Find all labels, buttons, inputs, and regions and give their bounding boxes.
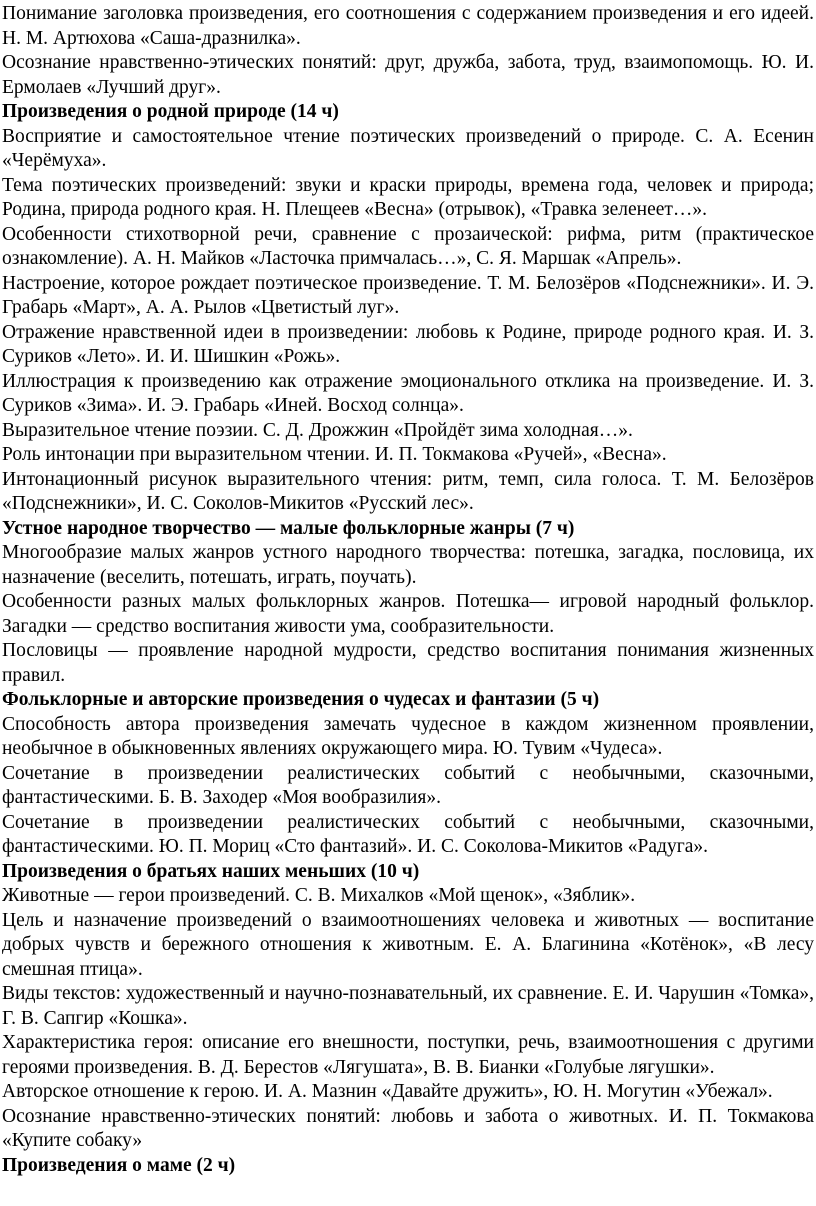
paragraph: Виды текстов: художественный и научно-познавательный, их сравнение. Е. И. Чарушин «Томка», Г. В. Сапгир «Кошка».: [2, 983, 814, 1029]
paragraph: Тема поэтических произведений: звуки и краски природы, времена года, человек и природа; Родина, природа родного края. Н. Плещеев «Весна» (отрывок), «Травка зеленеет…».: [2, 174, 814, 220]
section-heading: Произведения о братьях наших меньших (10 ч): [2, 860, 420, 882]
paragraph: Способность автора произведения замечать чудесное в каждом жизненном проявлении, необычное в обыкновенных явлениях окружающего мира. Ю. Тувим «Чудеса».: [2, 713, 814, 759]
paragraph: Настроение, которое рождает поэтическое произведение. Т. М. Белозёров «Подснежники». И. Э. Грабарь «Март», А. А. Рылов «Цветистый луг».: [2, 272, 814, 318]
paragraph: Роль интонации при выразительном чтении. И. П. Токмакова «Ручей», «Весна».: [2, 444, 667, 465]
paragraph: Сочетание в произведении реалистических событий с необычными, сказочными, фантастическими. Б. В. Заходер «Моя вообразилия».: [2, 762, 814, 808]
paragraph: Интонационный рисунок выразительного чтения: ритм, темп, сила голоса. Т. М. Белозёров «Подснежники», И. С. Соколов-Микитов «Русский лес».: [2, 468, 814, 514]
paragraph: Понимание заголовка произведения, его соотношения с содержанием произведения и его идеей. Н. М. Артюхова «Саша-дразнилка».: [2, 3, 814, 49]
paragraph: Осознание нравственно-этических понятий: любовь и забота о животных. И. П. Токмакова «Купите собаку»: [2, 1105, 814, 1151]
paragraph: Отражение нравственной идеи в произведении: любовь к Родине, природе родного края. И. З. Суриков «Лето». И. И. Шишкин «Рожь».: [2, 321, 814, 367]
paragraph: Пословицы — проявление народной мудрости, средство воспитания понимания жизненных правил.: [2, 640, 814, 686]
section-heading: Произведения о родной природе (14 ч): [2, 101, 339, 122]
paragraph: Особенности разных малых фольклорных жанров. Потешка— игровой народный фольклор. Загадки — средство воспитания живости ума, сообразительности.: [2, 591, 814, 637]
section-heading: Устное народное творчество — малые фольклорные жанры (7 ч): [2, 517, 575, 539]
paragraph: Восприятие и самостоятельное чтение поэтических произведений о природе. С. А. Есенин «Черёмуха».: [2, 125, 814, 171]
section-heading: Произведения о маме (2 ч): [2, 1154, 236, 1176]
paragraph: Животные — герои произведений. С. В. Михалков «Мой щенок», «Зяблик».: [2, 885, 636, 906]
paragraph: Осознание нравственно-этических понятий: друг, дружба, забота, труд, взаимопомощь. Ю. И. Ермолаев «Лучший друг».: [2, 52, 814, 98]
paragraph: Авторское отношение к герою. И. А. Мазнин «Давайте дружить», Ю. Н. Могутин «Убежал».: [2, 1081, 773, 1102]
paragraph: Характеристика героя: описание его внешности, поступки, речь, взаимоотношения с другими героями произведения. В. Д. Берестов «Лягушата», В. В. Бианки «Голубые лягушки».: [2, 1032, 814, 1078]
paragraph: Многообразие малых жанров устного народного творчества: потешка, загадка, пословица, их назначение (веселить, потешать, играть, поучать).: [2, 542, 814, 588]
paragraph: Иллюстрация к произведению как отражение эмоционального отклика на произведение. И. З. Суриков «Зима». И. Э. Грабарь «Иней. Восход солнца».: [2, 370, 814, 416]
section-heading: Фольклорные и авторские произведения о чудесах и фантазии (5 ч): [2, 689, 600, 710]
paragraph: Цель и назначение произведений о взаимоотношениях человека и животных — воспитание добрых чувств и бережного отношения к животным. Е. А. Благинина «Котёнок», «В лесу смешная птица».: [2, 909, 814, 980]
paragraph: Сочетание в произведении реалистических событий с необычными, сказочными, фантастическими. Ю. П. Мориц «Сто фантазий». И. С. Соколова-Микитов «Радуга».: [2, 811, 814, 857]
paragraph: Выразительное чтение поэзии. С. Д. Дрожжин «Пройдёт зима холодная…».: [2, 419, 633, 441]
paragraph: Особенности стихотворной речи, сравнение с прозаической: рифма, ритм (практическое ознакомление). А. Н. Майков «Ласточка примчалась…», С. Я. Маршак «Апрель».: [2, 223, 814, 269]
